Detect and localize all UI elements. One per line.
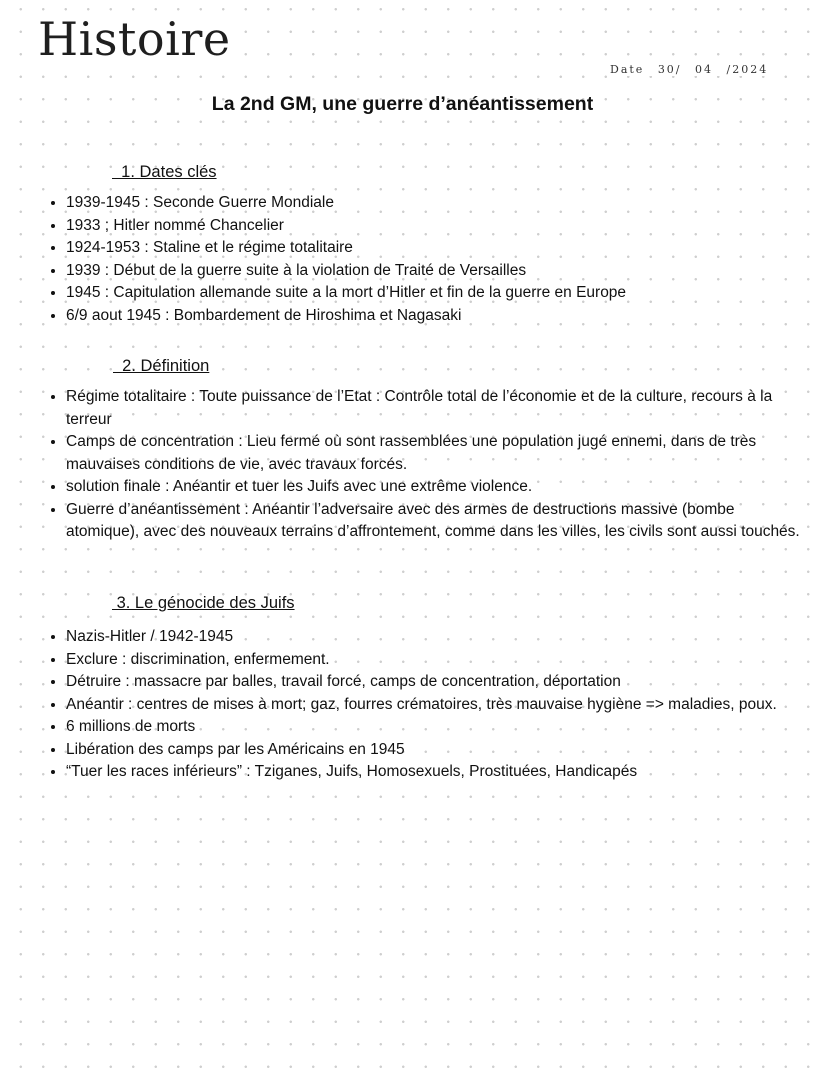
list-item: • solution finale : Anéantir et tuer les Juifs avec une extrême violence. <box>66 476 806 499</box>
list-item: • Guerre d’anéantissement : Anéantir l’adversaire avec des armes de destructions massive (bombe atomique), avec des nouveaux terrains d’affrontement, comme dans les villes, les civils sont aussi touchés. <box>66 499 806 544</box>
section-heading-dates: 1. Dates clés <box>112 163 217 181</box>
list-item: • 1939-1945 : Seconde Guerre Mondiale <box>66 192 806 215</box>
definition-list <box>48 386 806 544</box>
list-item: • Nazis-Hitler / 1942-1945 <box>66 626 806 649</box>
list-item: • Libération des camps par les Américains en 1945 <box>66 739 806 762</box>
list-item: • 1933 ; Hitler nommé Chancelier <box>66 215 806 238</box>
list-item: • 6/9 aout 1945 : Bombardement de Hiroshima et Nagasaki <box>66 305 806 328</box>
list-item: • Exclure : discrimination, enfermement. <box>66 649 806 672</box>
list-item: • 1924-1953 : Staline et le régime totalitaire <box>66 237 806 260</box>
dates-list <box>48 192 806 327</box>
genocide-list <box>48 626 806 784</box>
list-item: • Régime totalitaire : Toute puissance de l’Etat : Contrôle total de l’économie et de la culture, recours à la terreur <box>66 386 806 431</box>
list-item: • “Tuer les races inférieurs” : Tziganes, Juifs, Homosexuels, Prostituées, Handicapés <box>66 761 806 784</box>
date-month: 04 <box>695 63 714 76</box>
date-day: 30/ <box>657 63 682 76</box>
date-field <box>610 63 776 76</box>
date-year: /2024 <box>726 63 769 76</box>
list-item: • 6 millions de morts <box>66 716 806 739</box>
document-title: La 2nd GM, une guerre d’anéantissement <box>211 93 594 115</box>
page-title: Histoire <box>38 12 231 66</box>
list-item: • Anéantir : centres de mises à mort; gaz, fourres crématoires, très mauvaise hygiène => maladies, poux. <box>66 694 806 717</box>
list-item: • Détruire : massacre par balles, travail forcé, camps de concentration, déportation <box>66 671 806 694</box>
section-heading-genocide: 3. Le génocide des Juifs <box>112 594 295 612</box>
list-item: • 1945 : Capitulation allemande suite a la mort d’Hitler et fin de la guerre en Europe <box>66 282 806 305</box>
list-item: • 1939 : Début de la guerre suite à la violation de Traité de Versailles <box>66 260 806 283</box>
date-label: Date <box>610 63 645 76</box>
section-heading-definition: 2. Définition <box>113 357 210 375</box>
list-item: • Camps de concentration : Lieu fermé où sont rassemblées une population jugé ennemi, dans de très mauvaises conditions de vie, avec travaux forcés. <box>66 431 806 476</box>
